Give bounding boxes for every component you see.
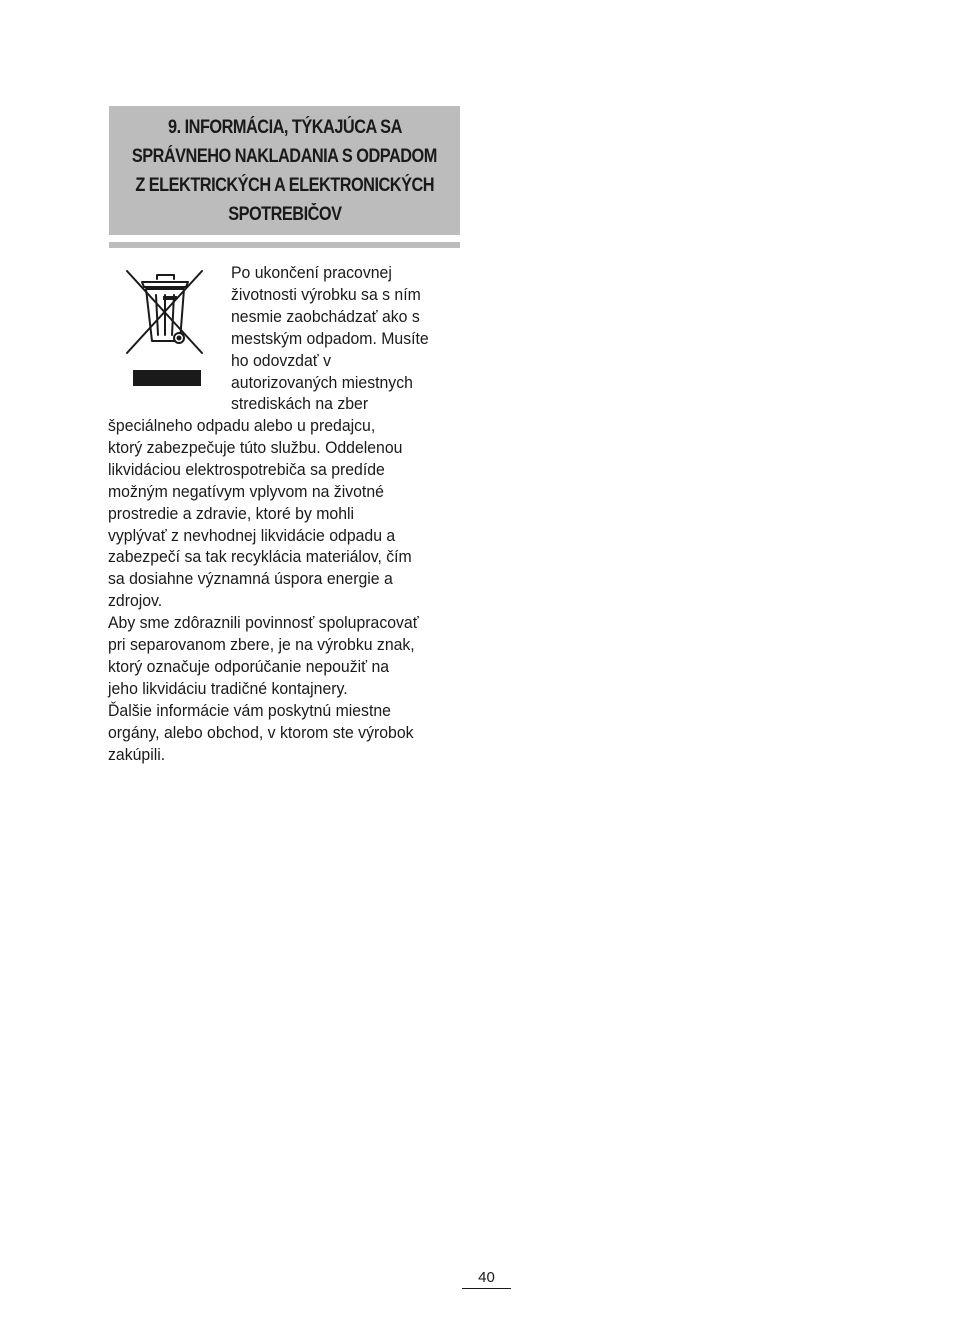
section-title-line-4: SPOTREBIČOV: [227, 203, 342, 225]
section-title-line-3: Z ELEKTRICKÝCH A ELEKTRONICKÝCH: [135, 174, 434, 196]
text-line: špeciálneho odpadu alebo u predajcu,: [108, 416, 376, 435]
text-line: mestským odpadom. Musíte: [231, 328, 429, 348]
text-line: životnosti výrobku sa s ním: [231, 284, 421, 304]
text-line: možným negatívym vplyvom na životné: [108, 481, 384, 501]
section-title-line-2: SPRÁVNEHO NAKLADANIA S ODPADOM: [132, 145, 437, 167]
text-line: zakúpili.: [108, 744, 166, 764]
text-line: zdrojov.: [108, 591, 163, 611]
intro-text-beside-icon: [231, 262, 444, 415]
text-line: orgány, alebo obchod, v ktorom ste výrobok: [108, 722, 414, 742]
text-line: ktorý označuje odporúčanie nepoužiť na: [108, 656, 390, 676]
text-line: Ďalšie informácie vám poskytnú miestne: [108, 700, 391, 720]
text-line: vyplývať z nevhodnej likvidácie odpadu a: [108, 525, 396, 545]
text-line: autorizovaných miestnych: [231, 372, 413, 392]
text-line: ktorý zabezpečuje túto službu. Oddelenou: [108, 437, 403, 457]
text-line: nesmie zaobchádzať ako s: [231, 306, 420, 326]
crossed-out-wheelie-bin-icon: [122, 265, 208, 390]
text-line: prostredie a zdravie, ktoré by mohli: [108, 503, 355, 523]
text-line: Aby sme zdôraznili povinnosť spolupracovať: [108, 613, 419, 633]
text-line: likvidáciou elektrospotrebiča sa predíde: [108, 459, 385, 479]
text-line: zabezpečí sa tak recyklácia materiálov, čím: [108, 547, 412, 567]
body-text: [108, 415, 442, 766]
section-heading: [109, 106, 460, 235]
heading-divider: [109, 242, 460, 248]
page-number-underline: [462, 1288, 511, 1289]
page-number: 40: [478, 1269, 495, 1286]
text-line: jeho likvidáciu tradičné kontajnery.: [108, 678, 348, 698]
text-line: ho odovzdať v: [231, 350, 331, 370]
text-line: Po ukončení pracovnej: [231, 263, 392, 282]
text-line: pri separovanom zbere, je na výrobku znak,: [108, 635, 415, 655]
text-line: sa dosiahne významná úspora energie a: [108, 569, 393, 589]
section-title-line-1: 9. INFORMÁCIA, TÝKAJÚCA SA: [167, 116, 402, 138]
text-line: strediskách na zber: [231, 394, 369, 414]
